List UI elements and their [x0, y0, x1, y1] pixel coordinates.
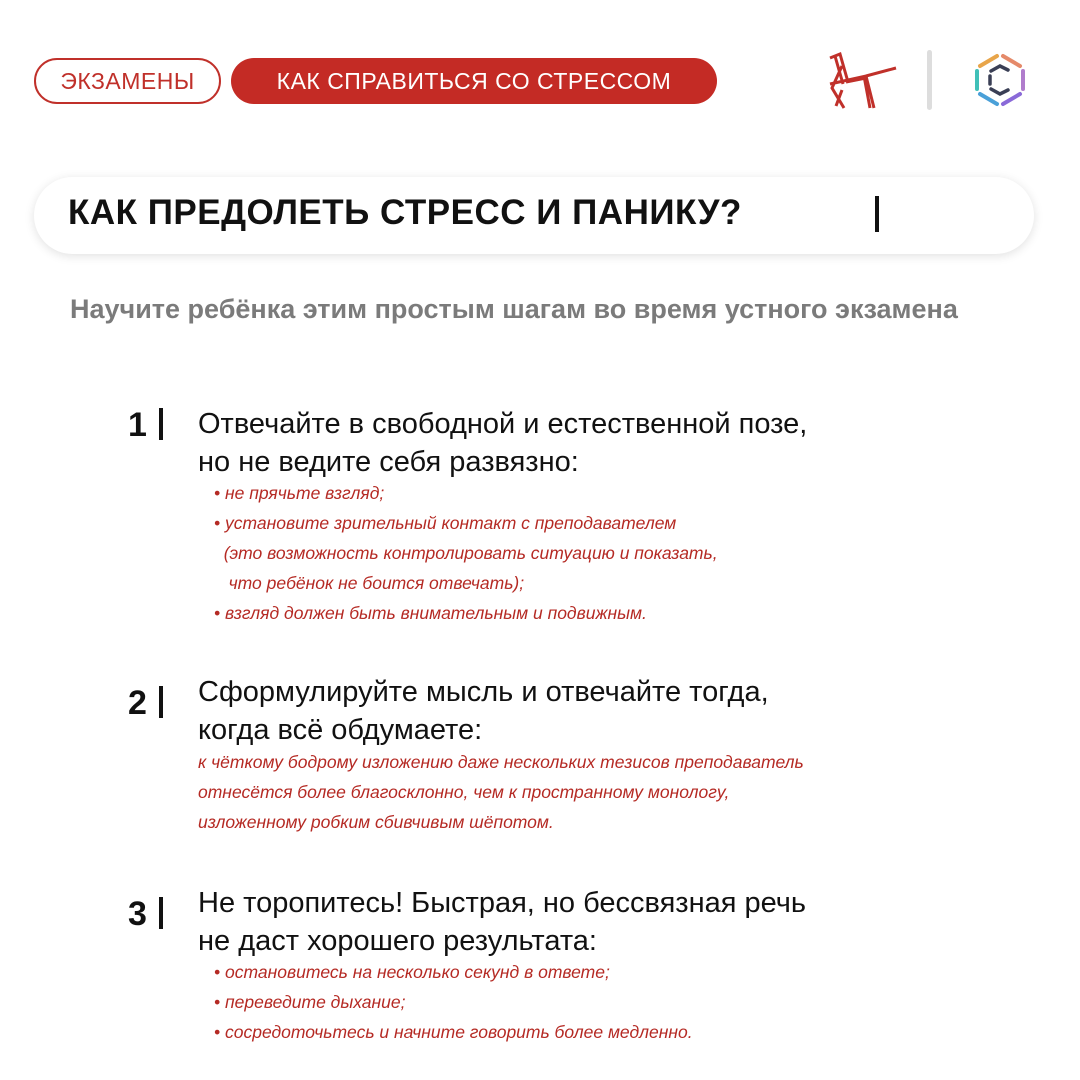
- subtitle: Научите ребёнка этим простым шагам во время устного экзамена: [70, 294, 958, 324]
- horse-logo-icon: [826, 48, 900, 112]
- headline-line: когда всё обдумаете:: [198, 714, 483, 746]
- step-details: [214, 478, 718, 628]
- step-number: [128, 684, 163, 723]
- step-number-text: 1: [128, 406, 147, 444]
- step-number-text: 3: [128, 895, 147, 933]
- headline-line: не даст хорошего результата:: [198, 925, 597, 957]
- detail-line: • не прячьте взгляд;: [214, 483, 385, 503]
- detail-line: изложенному робким сбивчивым шёпотом.: [198, 812, 554, 832]
- title-cursor-bar: [875, 196, 879, 232]
- step-number-bar: [159, 686, 163, 718]
- detail-line: что ребёнок не боится отвечать);: [214, 573, 525, 593]
- detail-line: к чёткому бодрому изложению даже нескольких тезисов преподаватель: [198, 752, 804, 772]
- detail-line: (это возможность контролировать ситуацию и показать,: [214, 543, 718, 563]
- step-number: [128, 895, 163, 934]
- page-title: КАК ПРЕДОЛЕТЬ СТРЕСС И ПАНИКУ?: [68, 193, 742, 232]
- step-details: [214, 957, 693, 1047]
- step-headline: [198, 884, 806, 960]
- headline-line: Отвечайте в свободной и естественной позе,: [198, 408, 808, 440]
- detail-line: • взгляд должен быть внимательным и подвижным.: [214, 603, 647, 623]
- step-number-bar: [159, 897, 163, 929]
- step-headline: [198, 405, 807, 481]
- step-number: [128, 406, 163, 445]
- headline-line: Не торопитесь! Быстрая, но бессвязная речь: [198, 887, 807, 919]
- step-number-text: 2: [128, 684, 147, 722]
- detail-line: отнесётся более благосклонно, чем к пространному монологу,: [198, 782, 730, 802]
- headline-line: но не ведите себя развязно:: [198, 446, 579, 478]
- step-details: [198, 747, 804, 837]
- step-number-bar: [159, 408, 163, 440]
- topic-tag: КАК СПРАВИТЬСЯ СО СТРЕССОМ: [231, 58, 717, 104]
- detail-line: • переведите дыхание;: [214, 992, 406, 1012]
- headline-line: Сформулируйте мысль и отвечайте тогда,: [198, 676, 769, 708]
- category-tag: ЭКЗАМЕНЫ: [34, 58, 221, 104]
- detail-line: • установите зрительный контакт с преподавателем: [214, 513, 677, 533]
- step-headline: [198, 673, 769, 749]
- detail-line: • сосредоточьтесь и начните говорить более медленно.: [214, 1022, 693, 1042]
- logo-divider: [927, 50, 932, 110]
- hexagon-logo-icon: [970, 50, 1030, 110]
- detail-line: • остановитесь на несколько секунд в ответе;: [214, 962, 610, 982]
